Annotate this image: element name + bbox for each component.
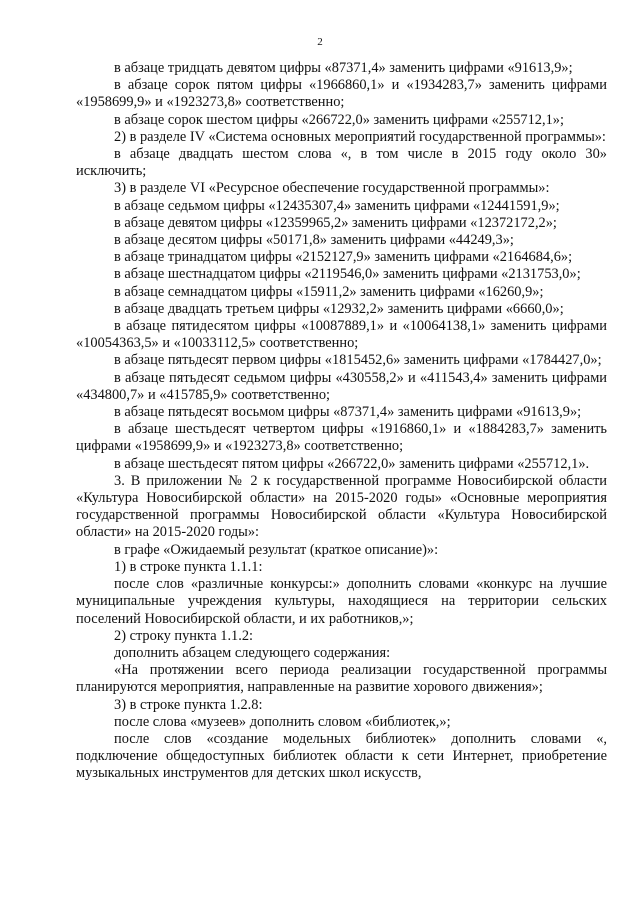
paragraph: в абзаце шестнадцатом цифры «2119546,0» заменить цифрами «2131753,0»; — [114, 266, 581, 283]
page-number: 2 — [317, 36, 323, 48]
paragraph: «На протяжении всего периода реализации государственной программы планируются мероприятия, направленные на развитие хорового движения»; — [76, 662, 607, 696]
paragraph: после слов «создание модельных библиотек» дополнить словами «, подключение общедоступных библиотек области к сети Интернет, приобретение музыкальных инструментов для детских школ искусств, — [76, 730, 607, 782]
paragraph: в абзаце девятом цифры «12359965,2» заменить цифрами «12372172,2»; — [114, 214, 557, 231]
paragraph: в абзаце пятьдесят первом цифры «1815452,6» заменить цифрами «1784427,0»; — [114, 352, 602, 369]
paragraph: в абзаце десятом цифры «50171,8» заменить цифрами «44249,3»; — [114, 232, 514, 249]
document-body — [76, 60, 607, 783]
paragraph: в абзаце тринадцатом цифры «2152127,9» заменить цифрами «2164684,6»; — [114, 249, 573, 266]
paragraph: 1) в строке пункта 1.1.1: — [114, 558, 263, 575]
paragraph: после слова «музеев» дополнить словом «библиотек,»; — [114, 713, 451, 730]
paragraph: в абзаце седьмом цифры «12435307,4» заменить цифрами «12441591,9»; — [114, 197, 560, 214]
paragraph: в абзаце пятидесятом цифры «10087889,1» и «10064138,1» заменить цифрами «10054363,5» и «10033112,5» соответственно; — [76, 318, 607, 352]
paragraph: в абзаце сорок шестом цифры «266722,0» заменить цифрами «255712,1»; — [114, 111, 564, 128]
paragraph: дополнить абзацем следующего содержания: — [114, 644, 391, 661]
paragraph: 3. В приложении № 2 к государственной программе Новосибирской области «Культура Новосибирской области» на 2015-2020 годы» «Основные мероприятия государственной программы Новосибирской области «Культура Новосибирской области» на 2015-2020 годы»: — [76, 472, 607, 541]
paragraph: в абзаце пятьдесят восьмом цифры «87371,4» заменить цифрами «91613,9»; — [114, 404, 582, 421]
paragraph: после слов «различные конкурсы:» дополнить словами «конкурс на лучшие муниципальные учреждения культуры, находящиеся на территории сельских поселений Новосибирской области, и их работников,»; — [76, 576, 607, 627]
paragraph: в абзаце тридцать девятом цифры «87371,4» заменить цифрами «91613,9»; — [114, 60, 573, 76]
paragraph: в абзаце шестьдесят четвертом цифры «1916860,1» и «1884283,7» заменить цифрами «1958699,9» и «1923273,8» соответственно; — [76, 421, 607, 455]
paragraph: 2) в разделе IV «Система основных мероприятий государственной программы»: — [114, 128, 606, 145]
paragraph: в абзаце пятьдесят седьмом цифры «430558,2» и «411543,4» заменить цифрами «434800,7» и «415785,9» соответственно; — [76, 369, 607, 403]
paragraph: в абзаце шестьдесят пятом цифры «266722,0» заменить цифрами «255712,1». — [114, 455, 590, 472]
paragraph: в абзаце сорок пятом цифры «1966860,1» и «1934283,7» заменить цифрами «1958699,9» и «1923273,8» соответственно; — [76, 77, 607, 111]
paragraph: в абзаце двадцать шестом слова «, в том числе в 2015 году около 30» исключить; — [76, 146, 607, 180]
paragraph: 3) в разделе VI «Ресурсное обеспечение государственной программы»: — [114, 180, 550, 197]
paragraph: в графе «Ожидаемый результат (краткое описание)»: — [114, 541, 439, 558]
paragraph: 2) строку пункта 1.1.2: — [114, 627, 254, 644]
paragraph: в абзаце двадцать третьем цифры «12932,2» заменить цифрами «6660,0»; — [114, 300, 564, 317]
paragraph: в абзаце семнадцатом цифры «15911,2» заменить цифрами «16260,9»; — [114, 283, 544, 300]
paragraph: 3) в строке пункта 1.2.8: — [114, 696, 263, 713]
